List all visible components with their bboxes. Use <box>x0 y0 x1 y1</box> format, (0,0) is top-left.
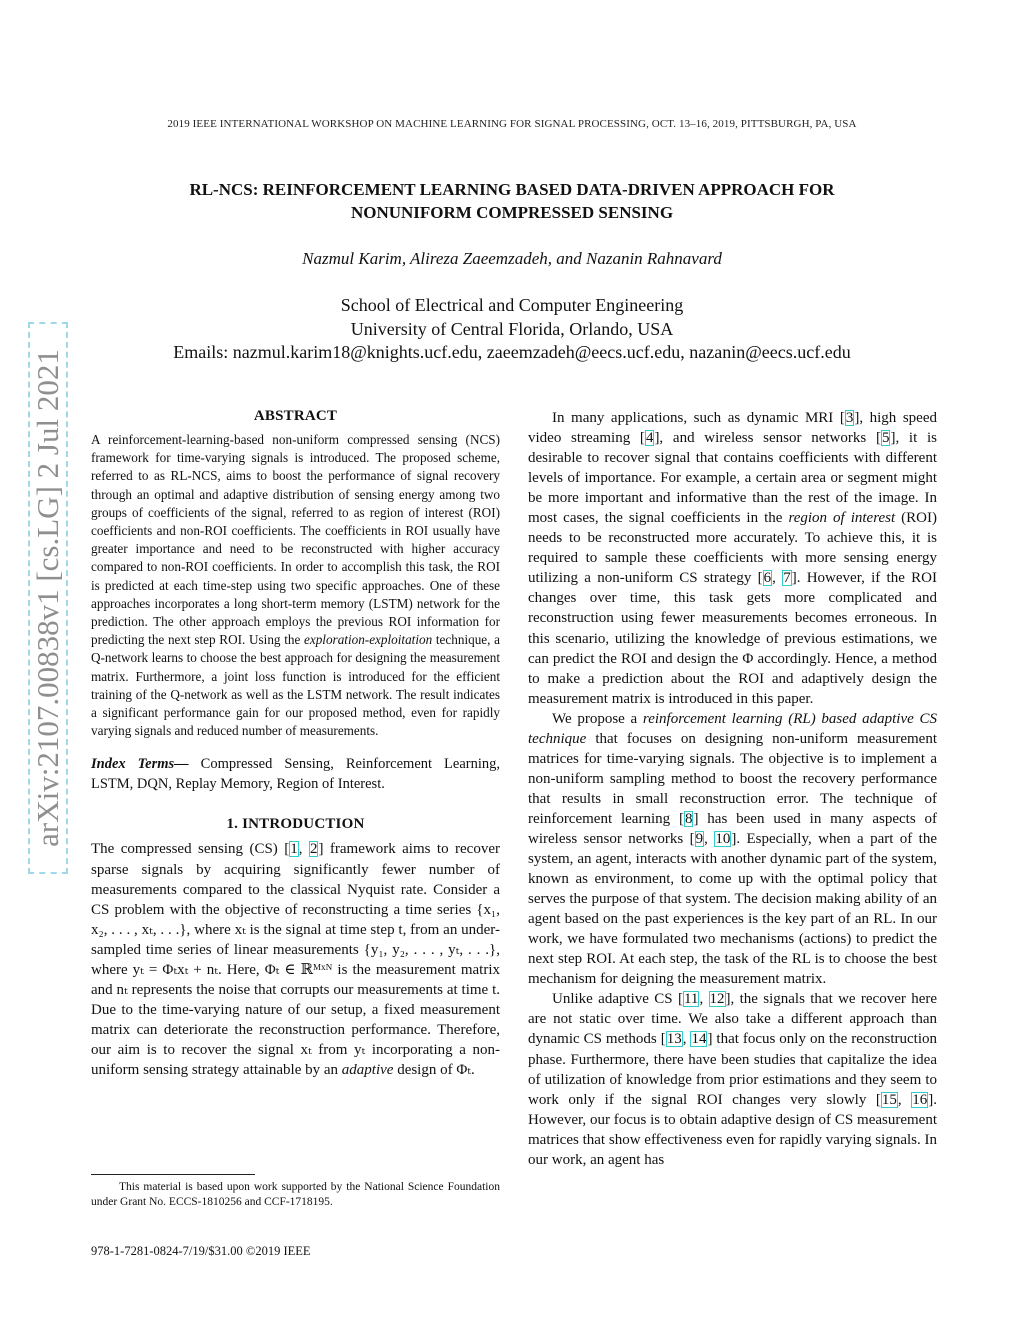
citation-link[interactable]: 4 <box>645 430 654 447</box>
abstract-part-a: A reinforcement-learning-based non-uniform compressed sensing (NCS) framework for time-varying signals is introduced. The proposed scheme, referred to as RL-NCS, aims to boost the performance of signal recovery through an optimal and adaptive distribution of sensing energy among two groups of coefficients of the signal, referred to as region of interest (ROI) coefficients and non-ROI coefficients. The coefficients in ROI usually have greater importance and need to be reconstructed with higher accuracy compared to non-ROI coefficients. In order to accomplish this task, the ROI is predicted at each time-step using two specific approaches. One of these approaches incorporates a long short-term memory (LSTM) network for the prediction. The other approach employs the previous ROI information for predicting the next step ROI. Using the <box>91 432 500 648</box>
intro-emphasis: adaptive <box>341 1061 394 1078</box>
affiliation <box>60 294 964 365</box>
conference-header: 2019 IEEE INTERNATIONAL WORKSHOP ON MACHINE LEARNING FOR SIGNAL PROCESSING, OCT. 13–16, 2019, PITTSBURGH, PA, USA <box>167 118 857 130</box>
left-column <box>91 408 500 1080</box>
citation-link[interactable]: 13 <box>666 1031 682 1048</box>
r1-b: ], high speed video streaming [ <box>528 410 937 447</box>
r3-c: ] that focus only on the reconstruction phase. Furthermore, there have been studies that capitalize the idea of utilization of knowledge from prior estimations and they seem to work only if the signal ROI changes very slowly [ <box>528 1031 937 1108</box>
citation-link[interactable]: 16 <box>912 1091 928 1108</box>
abstract-heading: ABSTRACT <box>253 408 338 424</box>
arxiv-identifier[interactable]: arXiv:2107.00838v1 [cs.LG] 2 Jul 2021 <box>28 322 68 874</box>
r1-emphasis: region of interest <box>788 510 896 527</box>
right-paragraph-2 <box>528 709 937 990</box>
affiliation-line-2: University of Central Florida, Orlando, USA <box>350 318 674 339</box>
footnote-divider <box>91 1174 255 1175</box>
right-column <box>528 408 937 1170</box>
citation-link[interactable]: 5 <box>881 430 890 447</box>
r1-a: In many applications, such as dynamic MRI [ <box>552 410 845 426</box>
r1-d: ], it is desirable to recover signal that contains coefficients with different levels of importance. For example, a certain area or segment might be more important and informative than the rest of the image. In most cases, the signal coefficients in the <box>528 430 937 527</box>
title-line-1: RL-NCS: REINFORCEMENT LEARNING BASED DATA-DRIVEN APPROACH FOR <box>189 180 835 199</box>
r3-sep3: , <box>897 1091 912 1108</box>
citation-link[interactable]: 9 <box>695 830 704 847</box>
citation-link[interactable]: 7 <box>783 570 791 587</box>
r2-c: ] has been used in many aspects of wireless sensor networks [ <box>528 810 938 847</box>
citation-link[interactable]: 6 <box>763 570 772 587</box>
introduction-paragraph <box>91 839 500 1080</box>
authors: Nazmul Karim, Alireza Zaeemzadeh, and Nazanin Rahnavard <box>302 249 722 268</box>
r3-d: ]. However, our focus is to obtain adaptive design of CS measurement matrices that show effectiveness even for rapidly varying signals. In our work, an agent has <box>528 1091 938 1168</box>
index-terms-text: Compressed Sensing, Reinforcement Learning, LSTM, DQN, Replay Memory, Region of Interest. <box>91 756 500 793</box>
r3-b: ], the signals that we recover here are not static over time. We also take a different approach than dynamic CS methods [ <box>528 991 938 1048</box>
r3-sep1: , <box>699 991 709 1008</box>
copyright-footer: 978-1-7281-0824-7/19/$31.00 ©2019 IEEE <box>91 1244 311 1258</box>
intro-part-a: The compressed sensing (CS) [ <box>91 841 290 858</box>
intro-sep: , <box>298 841 309 858</box>
index-terms-label: Index Terms— <box>91 756 189 773</box>
r1-c: ], and wireless sensor networks [ <box>654 430 881 447</box>
emails: Emails: nazmul.karim18@knights.ucf.edu, zaeemzadeh@eecs.ucf.edu, nazanin@eecs.ucf.edu <box>173 342 851 362</box>
paper-title <box>90 178 934 224</box>
introduction-heading: 1. INTRODUCTION <box>226 816 365 833</box>
citation-link[interactable]: 10 <box>715 830 731 847</box>
citation-link[interactable]: 12 <box>709 991 725 1008</box>
footnote: This material is based upon work supported by the National Science Foundation under Grant No. ECCS-1810256 and CCF-1718195. <box>91 1181 500 1208</box>
citation-link[interactable]: 8 <box>684 810 693 827</box>
r2-sep: , <box>704 830 715 847</box>
right-paragraph-1 <box>528 408 937 709</box>
r2-emphasis: reinforcement learning (RL) based adaptive CS technique <box>528 710 937 747</box>
citation-link[interactable]: 3 <box>845 410 854 426</box>
index-terms <box>91 754 500 794</box>
abstract-emphasis: exploration-exploitation <box>304 632 433 648</box>
right-paragraph-3 <box>528 989 937 1169</box>
citation-link[interactable]: 2 <box>309 841 318 858</box>
citation-link[interactable]: 14 <box>691 1031 707 1048</box>
r3-sep2: , <box>682 1031 691 1048</box>
r2-d: ]. Especially, when a part of the system, an agent, interacts with another dynamic part of the system, known as environment, to come up with the optimal policy that serves the purpose of that system. The decision making ability of an agent based on the past experiences is the key part of an RL. In our work, we have formulated two mechanisms (actions) to predict the next step ROI. At each step, the task of the RL is to choose the best mechanism for deigning the measurement matrix. <box>528 830 938 988</box>
r3-a: Unlike adaptive CS [ <box>552 991 683 1008</box>
citation-link[interactable]: 11 <box>683 991 699 1008</box>
r1-e: (ROI) needs to be reconstructed more accurately. To achieve this, it is required to sample these coefficients with more sensing energy utilizing a non-uniform CS strategy [ <box>528 510 937 587</box>
r1-f: ]. However, if the ROI changes over time, this task gets more complicated and reconstruction using fewer measurements becomes erroneous. In this scenario, utilizing the knowledge of previous estimations, we can predict the ROI and design the Φ accordingly. Hence, a method to make a prediction about the ROI and adaptively design the measurement matrix is introduced in this paper. <box>528 570 937 707</box>
citation-link[interactable]: 15 <box>881 1091 897 1108</box>
r2-b: that focuses on designing non-uniform measurement matrices for time-varying signals. The objective is to implement a non-uniform sampling method to boost the recovery performance that results in small reconstruction error. The technique of reinforcement learning [ <box>528 730 937 827</box>
citation-link[interactable]: 1 <box>290 841 298 858</box>
abstract-part-b: technique, a Q-network learns to choose the best approach for designing the measurement matrix. Furthermore, a joint loss function is introduced for the efficient training of the Q-network as well as the LSTM network. The result indicates a significant performance gain for our proposed method, even for rapidly varying signals and reduced number of measurements. <box>91 632 500 739</box>
r2-a: We propose a <box>552 710 643 727</box>
title-line-2: NONUNIFORM COMPRESSED SENSING <box>350 203 674 222</box>
r1-sep: , <box>772 570 783 587</box>
intro-part-b: ] framework aims to recover sparse signals by acquiring significantly fewer number of measurements compared to the classical Nyquist rate. Consider a CS problem with the objective of reconstructing a time series {x₁, x₂, . . . , xₜ, . . .}, where xₜ is the signal at time step t, from an under-sampled time series of linear measurements {y₁, y₂, . . . , yₜ, . . .}, where yₜ = Φₜxₜ + nₜ. Here, Φₜ ∈ ℝᴹˣᴺ is the measurement matrix and nₜ represents the noise that corrupts our measurements at time t. Due to the time-varying nature of our setup, a fixed measurement matrix can deteriorate the reconstruction performance. Therefore, our aim is to recover the signal xₜ from yₜ incorporating a non-uniform sensing strategy attainable by an <box>91 841 500 1078</box>
intro-part-c: design of Φₜ. <box>393 1061 475 1078</box>
affiliation-line-1: School of Electrical and Computer Engineering <box>340 295 684 315</box>
abstract-text <box>91 431 500 740</box>
